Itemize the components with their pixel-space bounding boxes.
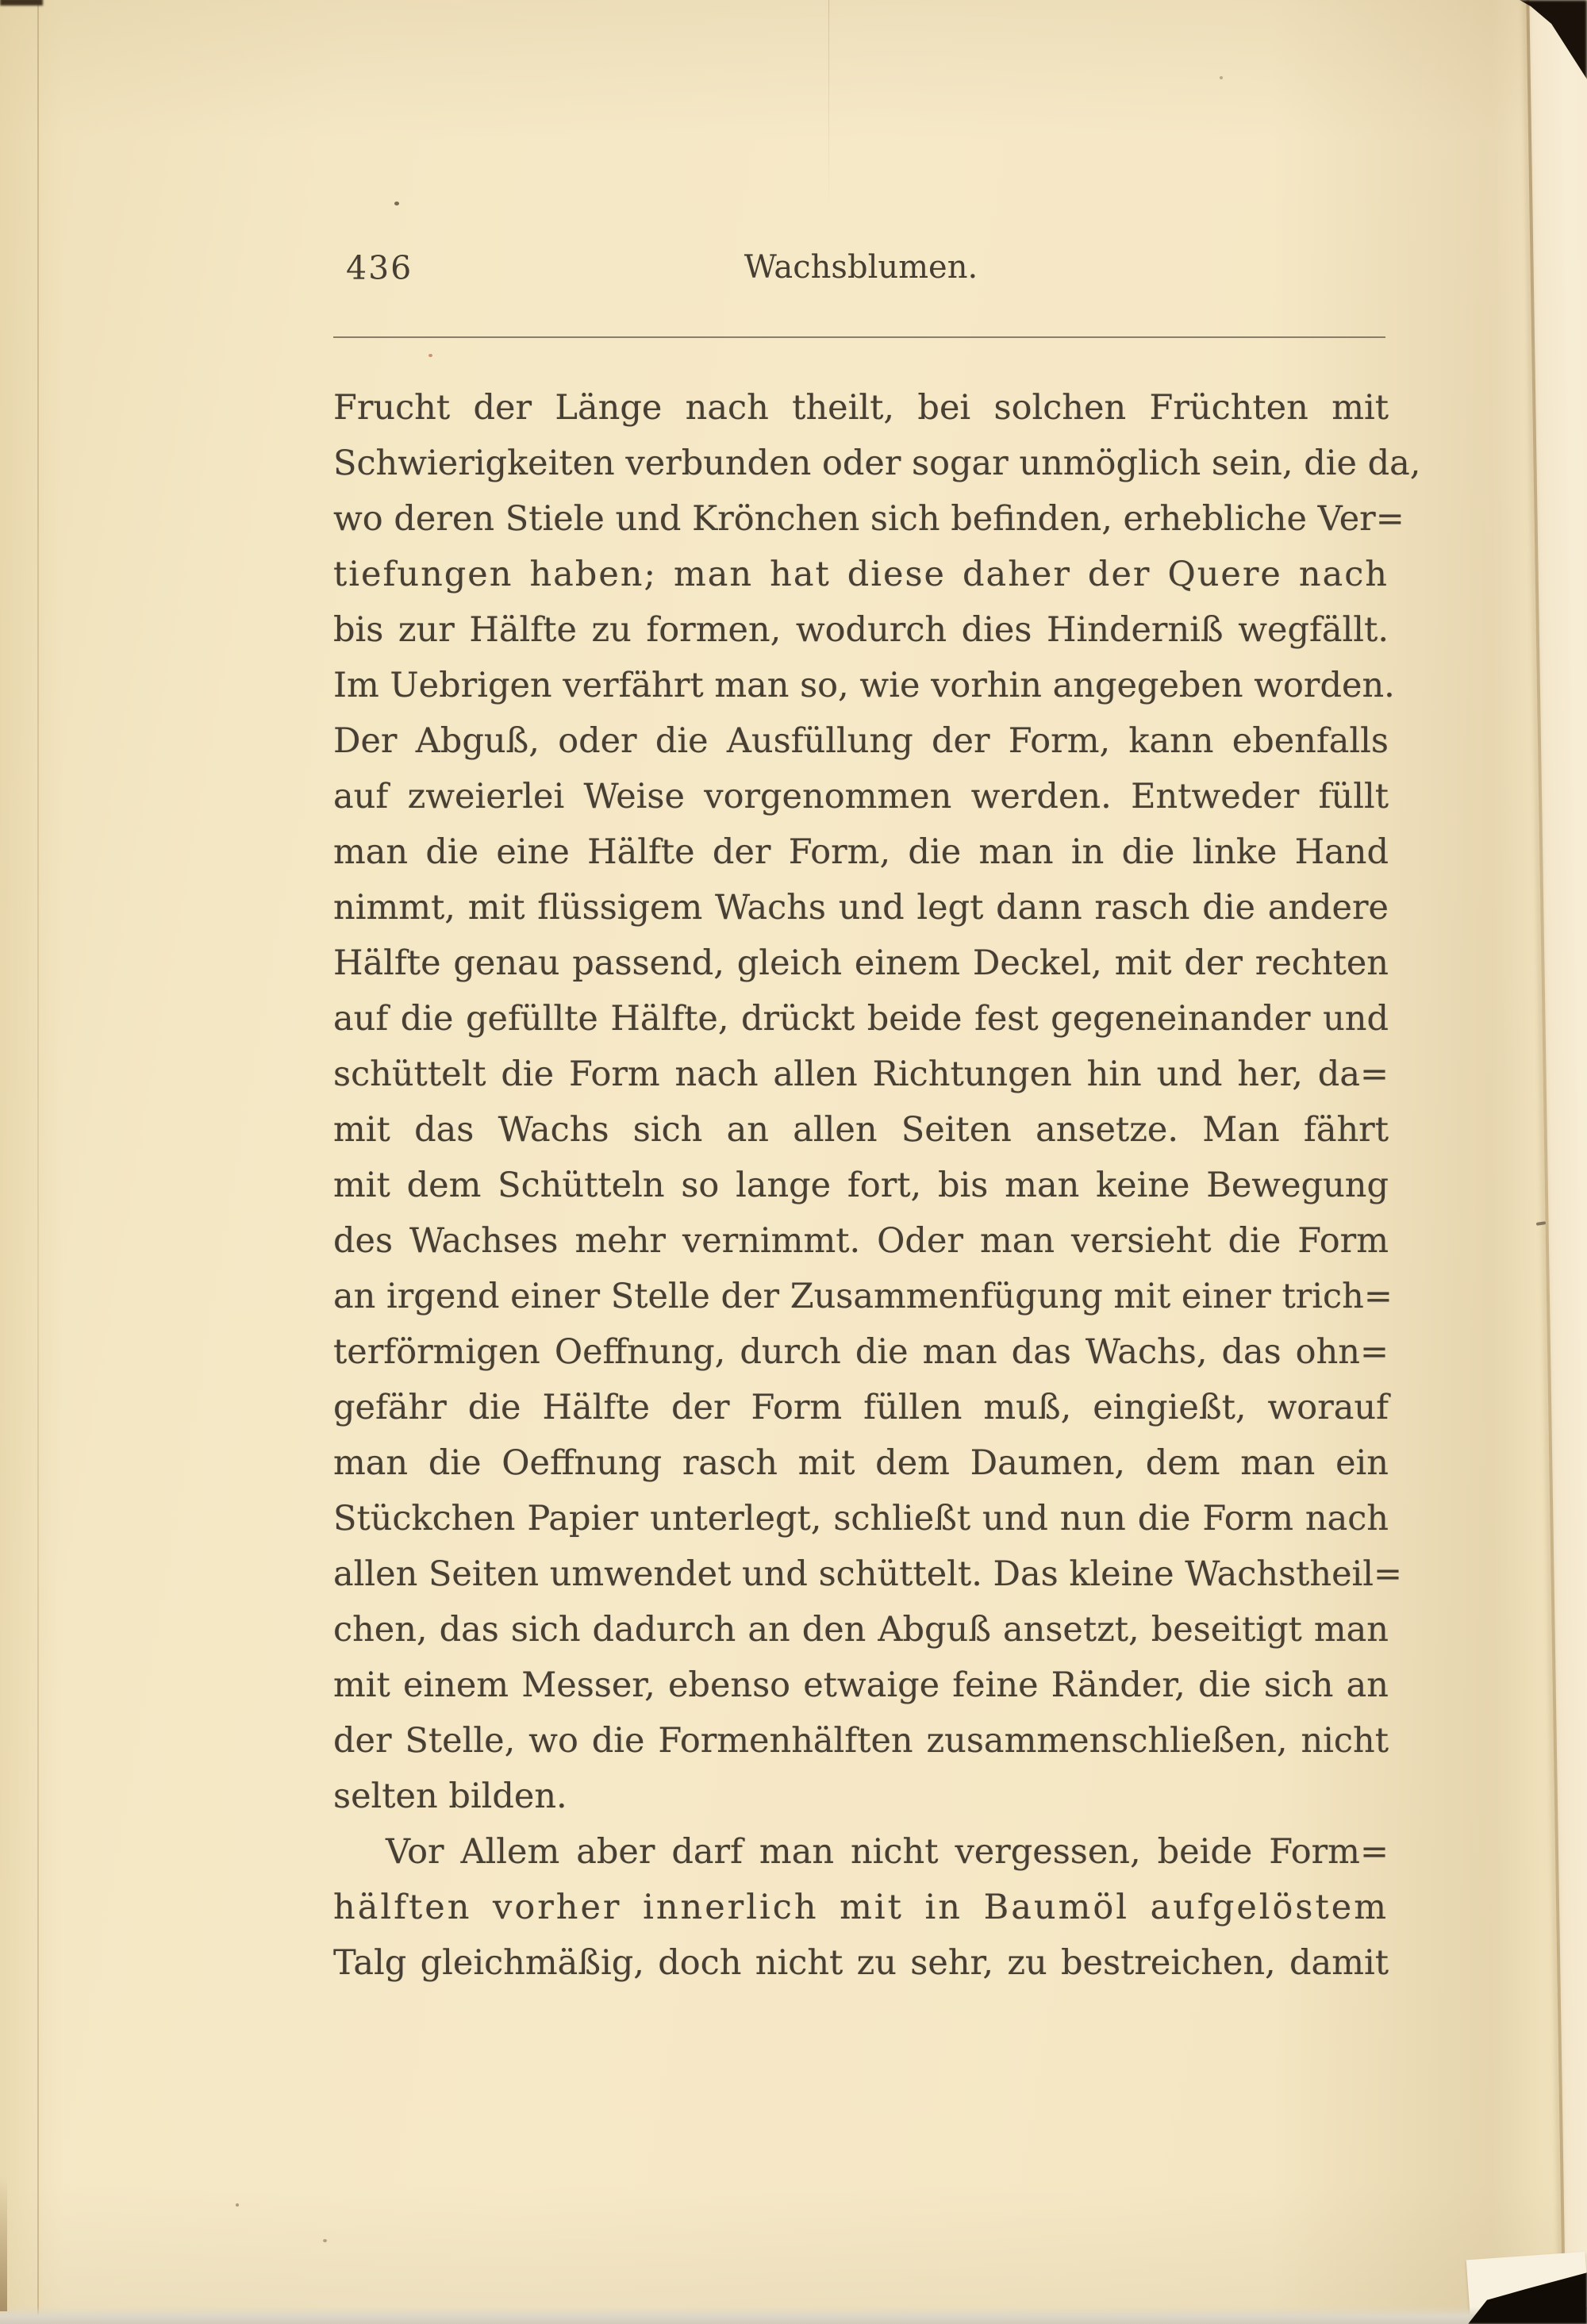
text-line: mit dem Schütteln so lange fort, bis man keine Bewegung [333, 1166, 1389, 1205]
text-line: mit einem Messer, ebenso etwaige feine Ränder, die sich an [333, 1665, 1389, 1705]
text-line: selten bilden. [333, 1777, 567, 1816]
text-line: nimmt, mit flüssigem Wachs und legt dann rasch die andere [333, 888, 1389, 928]
text-line: an irgend einer Stelle der Zusammenfügung mit einer trich= [333, 1277, 1393, 1316]
text-line: auf die gefüllte Hälfte, drückt beide fest gegeneinander und [333, 999, 1389, 1039]
text-line: hälften vorher innerlich mit in Baumöl aufgelöstem [333, 1888, 1389, 1927]
page-title: Wachsblumen. [744, 249, 978, 286]
ink-speck [428, 354, 432, 357]
ink-speck [394, 202, 399, 206]
text-line: allen Seiten umwendet und schüttelt. Das kleine Wachstheil= [333, 1554, 1403, 1594]
text-line: man die eine Hälfte der Form, die man in die linke Hand [333, 832, 1389, 872]
paper-crease [828, 0, 829, 214]
text-line: mit das Wachs sich an allen Seiten ansetze. Man fährt [333, 1110, 1389, 1150]
text-line: Im Uebrigen verfährt man so, wie vorhin angegeben worden. [333, 666, 1395, 705]
text-line: wo deren Stiele und Krönchen sich befinden, erhebliche Ver= [333, 499, 1404, 539]
ink-speck [323, 2239, 327, 2242]
text-line: gefähr die Hälfte der Form füllen muß, eingießt, worauf [333, 1388, 1389, 1427]
text-line: Frucht der Länge nach theilt, bei solchen Früchten mit [333, 388, 1389, 428]
text-line: chen, das sich dadurch an den Abguß ansetzt, beseitigt man [333, 1610, 1389, 1650]
header-rule [333, 336, 1385, 338]
text-line: der Stelle, wo die Formenhälften zusammenschließen, nicht [333, 1721, 1389, 1761]
text-line: auf zweierlei Weise vorgenommen werden. Entweder füllt [333, 777, 1389, 816]
left-fold-crease [37, 0, 39, 2324]
margin-mark [1536, 1221, 1546, 1226]
body-text [333, 380, 1421, 1991]
ink-speck [236, 2203, 239, 2207]
text-line: des Wachses mehr vernimmt. Oder man versieht die Form [333, 1221, 1389, 1261]
book-bottom-edge [0, 2307, 1587, 2324]
running-header [333, 249, 1389, 290]
text-line: Stückchen Papier unterlegt, schließt und nun die Form nach [333, 1499, 1389, 1538]
text-line: bis zur Hälfte zu formen, wodurch dies Hinderniß wegfällt. [333, 610, 1389, 650]
page-number: 436 [346, 249, 413, 287]
dark-background-top-left [0, 0, 43, 6]
text-line: schüttelt die Form nach allen Richtungen hin und her, da= [333, 1054, 1389, 1094]
ink-speck [1220, 76, 1223, 79]
text-line: Schwierigkeiten verbunden oder sogar unmöglich sein, die da, [333, 444, 1421, 483]
text-line: man die Oeffnung rasch mit dem Daumen, dem man ein [333, 1443, 1389, 1483]
text-line: Vor Allem aber darf man nicht vergessen, beide Form= [386, 1832, 1389, 1872]
text-line: terförmigen Oeffnung, durch die man das Wachs, das ohn= [333, 1332, 1389, 1372]
text-line: tiefungen haben; man hat diese daher der Quere nach [333, 555, 1389, 594]
dark-edge-bottom-left [0, 2176, 7, 2311]
text-line: Talg gleichmäßig, doch nicht zu sehr, zu bestreichen, damit [333, 1943, 1389, 1983]
text-line: Der Abguß, oder die Ausfüllung der Form, kann ebenfalls [333, 721, 1389, 761]
text-line: Hälfte genau passend, gleich einem Deckel, mit der rechten [333, 943, 1389, 983]
